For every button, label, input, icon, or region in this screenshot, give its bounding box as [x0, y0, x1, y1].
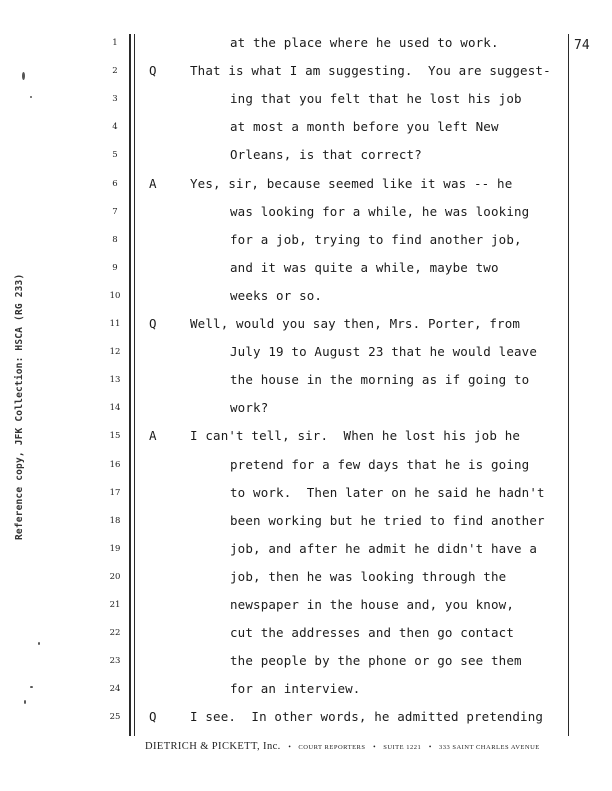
line-number: 7 — [112, 206, 118, 217]
transcript-line — [0, 425, 612, 453]
line-number: 18 — [109, 515, 121, 526]
speaker-label: Q — [149, 709, 157, 725]
transcript-line — [0, 60, 612, 88]
line-text: job, and after he admit he didn't have a — [230, 540, 538, 556]
line-text: newspaper in the house and, you know, — [230, 597, 514, 612]
transcript-line — [0, 566, 612, 594]
line-text: to work. Then later on he said he hadn't — [230, 484, 545, 500]
scan-speck — [24, 700, 26, 704]
transcript-line — [0, 650, 612, 678]
transcript-line — [0, 201, 612, 229]
line-text: cut the addresses and then go contact — [230, 625, 514, 641]
line-text: at most a month before you left New — [230, 119, 499, 135]
line-number: 4 — [112, 122, 118, 133]
line-number: 6 — [112, 178, 118, 189]
line-text: pretend for a few days that he is going — [230, 456, 530, 472]
footer-address: 333 SAINT CHARLES AVENUE — [438, 744, 540, 751]
transcript-line — [0, 116, 612, 144]
line-number: 13 — [109, 375, 121, 386]
transcript-line — [0, 341, 612, 369]
transcript-line — [0, 369, 612, 397]
line-text: at the place where he used to work. — [230, 35, 499, 50]
line-text: I can't tell, sir. When he lost his job he — [190, 428, 521, 444]
line-number: 16 — [109, 459, 121, 470]
transcript-line — [0, 88, 612, 116]
line-number: 15 — [109, 431, 121, 442]
line-text: ing that you felt that he lost his job — [230, 91, 522, 107]
line-number: 20 — [109, 571, 121, 582]
line-text: work? — [230, 400, 269, 416]
line-text: the house in the morning as if going to — [230, 372, 530, 388]
transcript-line — [0, 482, 612, 510]
transcript-line — [0, 257, 612, 285]
line-number: 22 — [109, 628, 121, 639]
line-text: the people by the phone or go see them — [230, 653, 522, 669]
line-text: weeks or so. — [230, 287, 323, 303]
footer-separator: • — [288, 743, 291, 751]
transcript-line — [0, 510, 612, 538]
speaker-label: Q — [149, 63, 157, 79]
line-number: 12 — [109, 347, 121, 358]
line-number: 9 — [112, 262, 118, 273]
line-text: for an interview. — [230, 681, 361, 697]
line-text: Orleans, is that correct? — [230, 147, 422, 163]
transcript-line — [0, 678, 612, 706]
transcript-line — [0, 144, 612, 172]
transcript-line — [0, 622, 612, 650]
line-number: 1 — [112, 38, 118, 48]
footer-separator: • — [373, 743, 376, 751]
archive-watermark: Reference copy, JFK Collection: HSCA (RG 233) — [14, 273, 25, 540]
footer-separator: • — [428, 743, 432, 751]
line-number: 8 — [112, 234, 118, 245]
transcript-line — [0, 454, 612, 482]
line-number: 5 — [112, 150, 118, 161]
line-text: July 19 to August 23 that he would leave — [230, 344, 538, 360]
page-number: 74 — [574, 38, 590, 53]
scan-speck — [38, 642, 40, 645]
line-number: 14 — [109, 403, 121, 414]
line-text: That is what I am suggesting. You are suggest- — [190, 63, 551, 79]
speaker-label: A — [149, 428, 157, 444]
line-text: job, then he was looking through the — [230, 568, 507, 584]
line-number: 17 — [109, 487, 121, 498]
speaker-label: A — [149, 175, 157, 191]
scan-speck — [30, 686, 33, 688]
line-text: was looking for a while, he was looking — [230, 203, 530, 219]
transcript-line — [0, 313, 612, 341]
transcript-line — [0, 397, 612, 425]
line-number: 21 — [109, 600, 121, 610]
court-reporter-footer — [145, 741, 565, 752]
line-number: 19 — [109, 543, 121, 554]
speaker-label: Q — [149, 316, 157, 331]
transcript-line — [0, 32, 612, 60]
line-text: and it was quite a while, maybe two — [230, 259, 499, 275]
transcript-line — [0, 173, 612, 201]
line-text: been working but he tried to find another — [230, 512, 545, 528]
footer-role: COURT REPORTERS — [298, 744, 366, 751]
line-text: Well, would you say then, Mrs. Porter, from — [190, 316, 521, 331]
line-number: 24 — [109, 684, 121, 695]
line-number: 10 — [109, 290, 121, 301]
transcript-line — [0, 594, 612, 622]
line-text: Yes, sir, because seemed like it was -- he — [190, 175, 513, 191]
footer-suite: SUITE 1221 — [383, 744, 422, 751]
line-number: 11 — [109, 319, 121, 329]
line-text: I see. In other words, he admitted pretending — [190, 709, 544, 725]
transcript-line — [0, 538, 612, 566]
scan-speck — [30, 96, 32, 98]
transcript-line — [0, 285, 612, 313]
footer-firm: DIETRICH & PICKETT, Inc. — [145, 741, 281, 752]
line-number: 2 — [112, 66, 118, 77]
line-text: for a job, trying to find another job, — [230, 231, 522, 247]
line-number: 25 — [109, 712, 121, 723]
transcript-line — [0, 229, 612, 257]
transcript-line — [0, 706, 612, 734]
line-number: 23 — [109, 656, 121, 667]
scan-speck — [22, 72, 25, 80]
line-number: 3 — [112, 94, 118, 105]
